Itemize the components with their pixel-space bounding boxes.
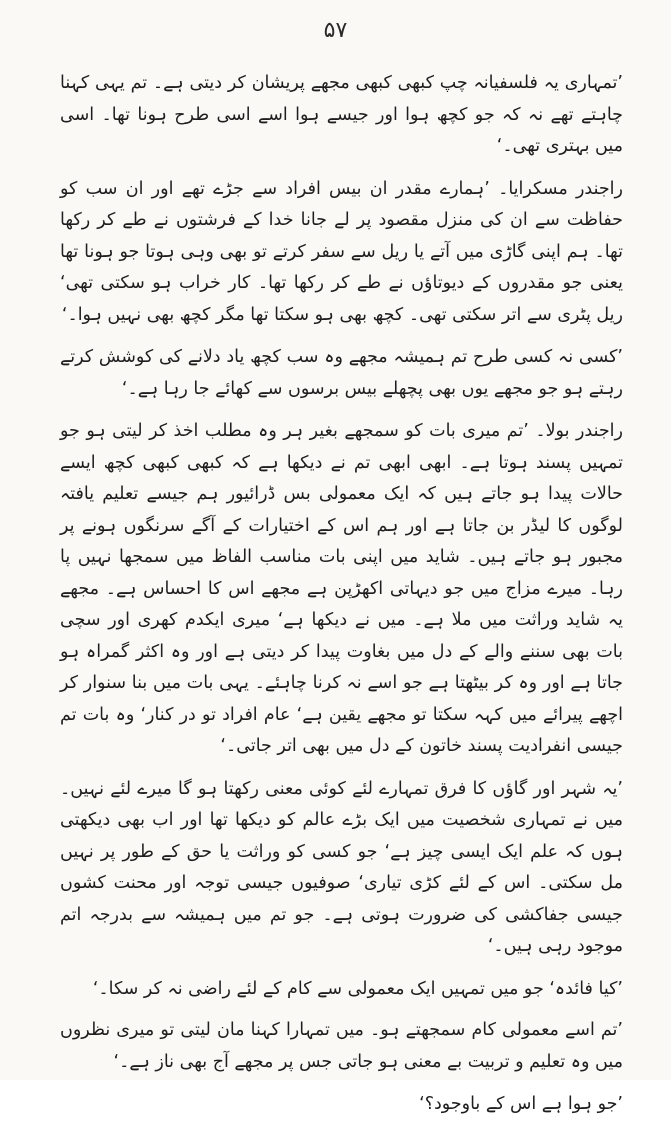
paragraph: ’یہ شہر اور گاؤں کا فرق تمہارے لئے کوئی معنی رکھتا ہو گا میرے لئے نہیں۔ میں نے تمہاری شخصیت میں ایک بڑے عالم کو دیکھا تھا اور اب بھی دیکھتی ہوں کہ علم ایک ایسی چیز ہے‘ جو کسی کو وراثت یا حق کے طور پر نہیں مل سکتی۔ اس کے لئے کڑی تیاری‘ صوفیوں جیسی توجہ اور محنت کشوں جیسی جفاکشی کی ضرورت ہوتی ہے۔ جو تم میں ہمیشہ سے بدرجہ اتم موجود رہی ہیں۔‘ bbox=[60, 778, 623, 956]
paragraph: ’کیا فائدہ‘ جو میں تمہیں ایک معمولی سے کام کے لئے راضی نہ کر سکا۔‘ bbox=[92, 978, 623, 999]
paragraph: ’کسی نہ کسی طرح تم ہمیشہ مجھے وہ سب کچھ یاد دلانے کی کوشش کرتے رہتے ہو جو مجھے یوں بھی پچھلے بیس برسوں سے کھائے جا رہا ہے۔‘ bbox=[60, 347, 623, 399]
page-body bbox=[60, 68, 623, 1131]
paragraph: راجندر بولا۔ ’تم میری بات کو سمجھے بغیر ہر وہ مطلب اخذ کر لیتی ہو جو تمہیں پسند ہوتا ہے۔ ابھی ابھی تم نے دیکھا ہے کہ کبھی کبھی کچھ ایسے حالات پیدا ہو جاتے ہیں کہ ایک معمولی بس ڈرائیور ہم جیسے تعلیم یافتہ لوگوں کا لیڈر بن جاتا ہے اور ہم اس کے اختیارات کے آگے سرنگوں ہونے پر مجبور ہو جاتے ہیں۔ شاید میں اپنی بات مناسب الفاظ میں سمجھا نہیں پا رہا۔ میرے مزاج میں جو دیہاتی اکھڑپن ہے مجھے اس کا احساس ہے۔ مجھے یہ شاید وراثت میں ملا ہے۔ میں نے دیکھا ہے‘ میری ایکدم کھری اور سچی بات بھی سننے والے کے دل میں بغاوت پیدا کر دیتی ہے اور وہ اکثر گمراہ ہو جاتا ہے اور وہ کر بیٹھتا ہے جو اسے نہ کرنا چاہئے۔ یہی بات میں بنا سنوار کر اچھے پیرائے میں کہہ سکتا تو مجھے یقین ہے‘ عام افراد تو در کنار‘ وہ بات تم جیسی انفرادیت پسند خاتون کے دل میں بھی اتر جاتی۔‘ bbox=[60, 421, 623, 756]
paragraph: ’جو ہوا ہے اس کے باوجود؟‘ bbox=[419, 1094, 623, 1114]
page-number: ۵۷ bbox=[323, 18, 348, 43]
paragraph: راجندر مسکرایا۔ ’ہمارے مقدر ان بیس افراد سے جڑے تھے اور ان سب کو حفاظت سے ان کی منزل مقصود پر لے جانا خدا کے فرشتوں نے طے کر رکھا تھا۔ ہم اپنی گاڑی میں آتے یا ریل سے سفر کرتے تو بھی وہی ہوتا جو ہونا تھا یعنی جو مقدروں کے دیوتاؤں نے طے کر رکھا تھا۔ کار خراب ہو سکتی تھی‘ ریل پٹری سے اتر سکتی تھی۔ کچھ بھی ہو سکتا تھا مگر کچھ بھی نہیں ہوا۔‘ bbox=[60, 178, 623, 325]
paragraph: ’تم اسے معمولی کام سمجھتے ہو۔ میں تمہارا کہنا مان لیتی تو میری نظروں میں وہ تعلیم و تربیت بے معنی ہو جاتی جس پر مجھے آج بھی ناز ہے۔‘ bbox=[60, 1020, 623, 1072]
paragraph: ’تمہاری یہ فلسفیانہ چپ کبھی کبھی مجھے پریشان کر دیتی ہے۔ تم یہی کہنا چاہتے تھے نہ کہ جو کچھ ہوا اور جیسے ہوا اسے اسی طرح ہونا تھا۔ اسی میں بہتری تھی۔‘ bbox=[60, 73, 623, 156]
